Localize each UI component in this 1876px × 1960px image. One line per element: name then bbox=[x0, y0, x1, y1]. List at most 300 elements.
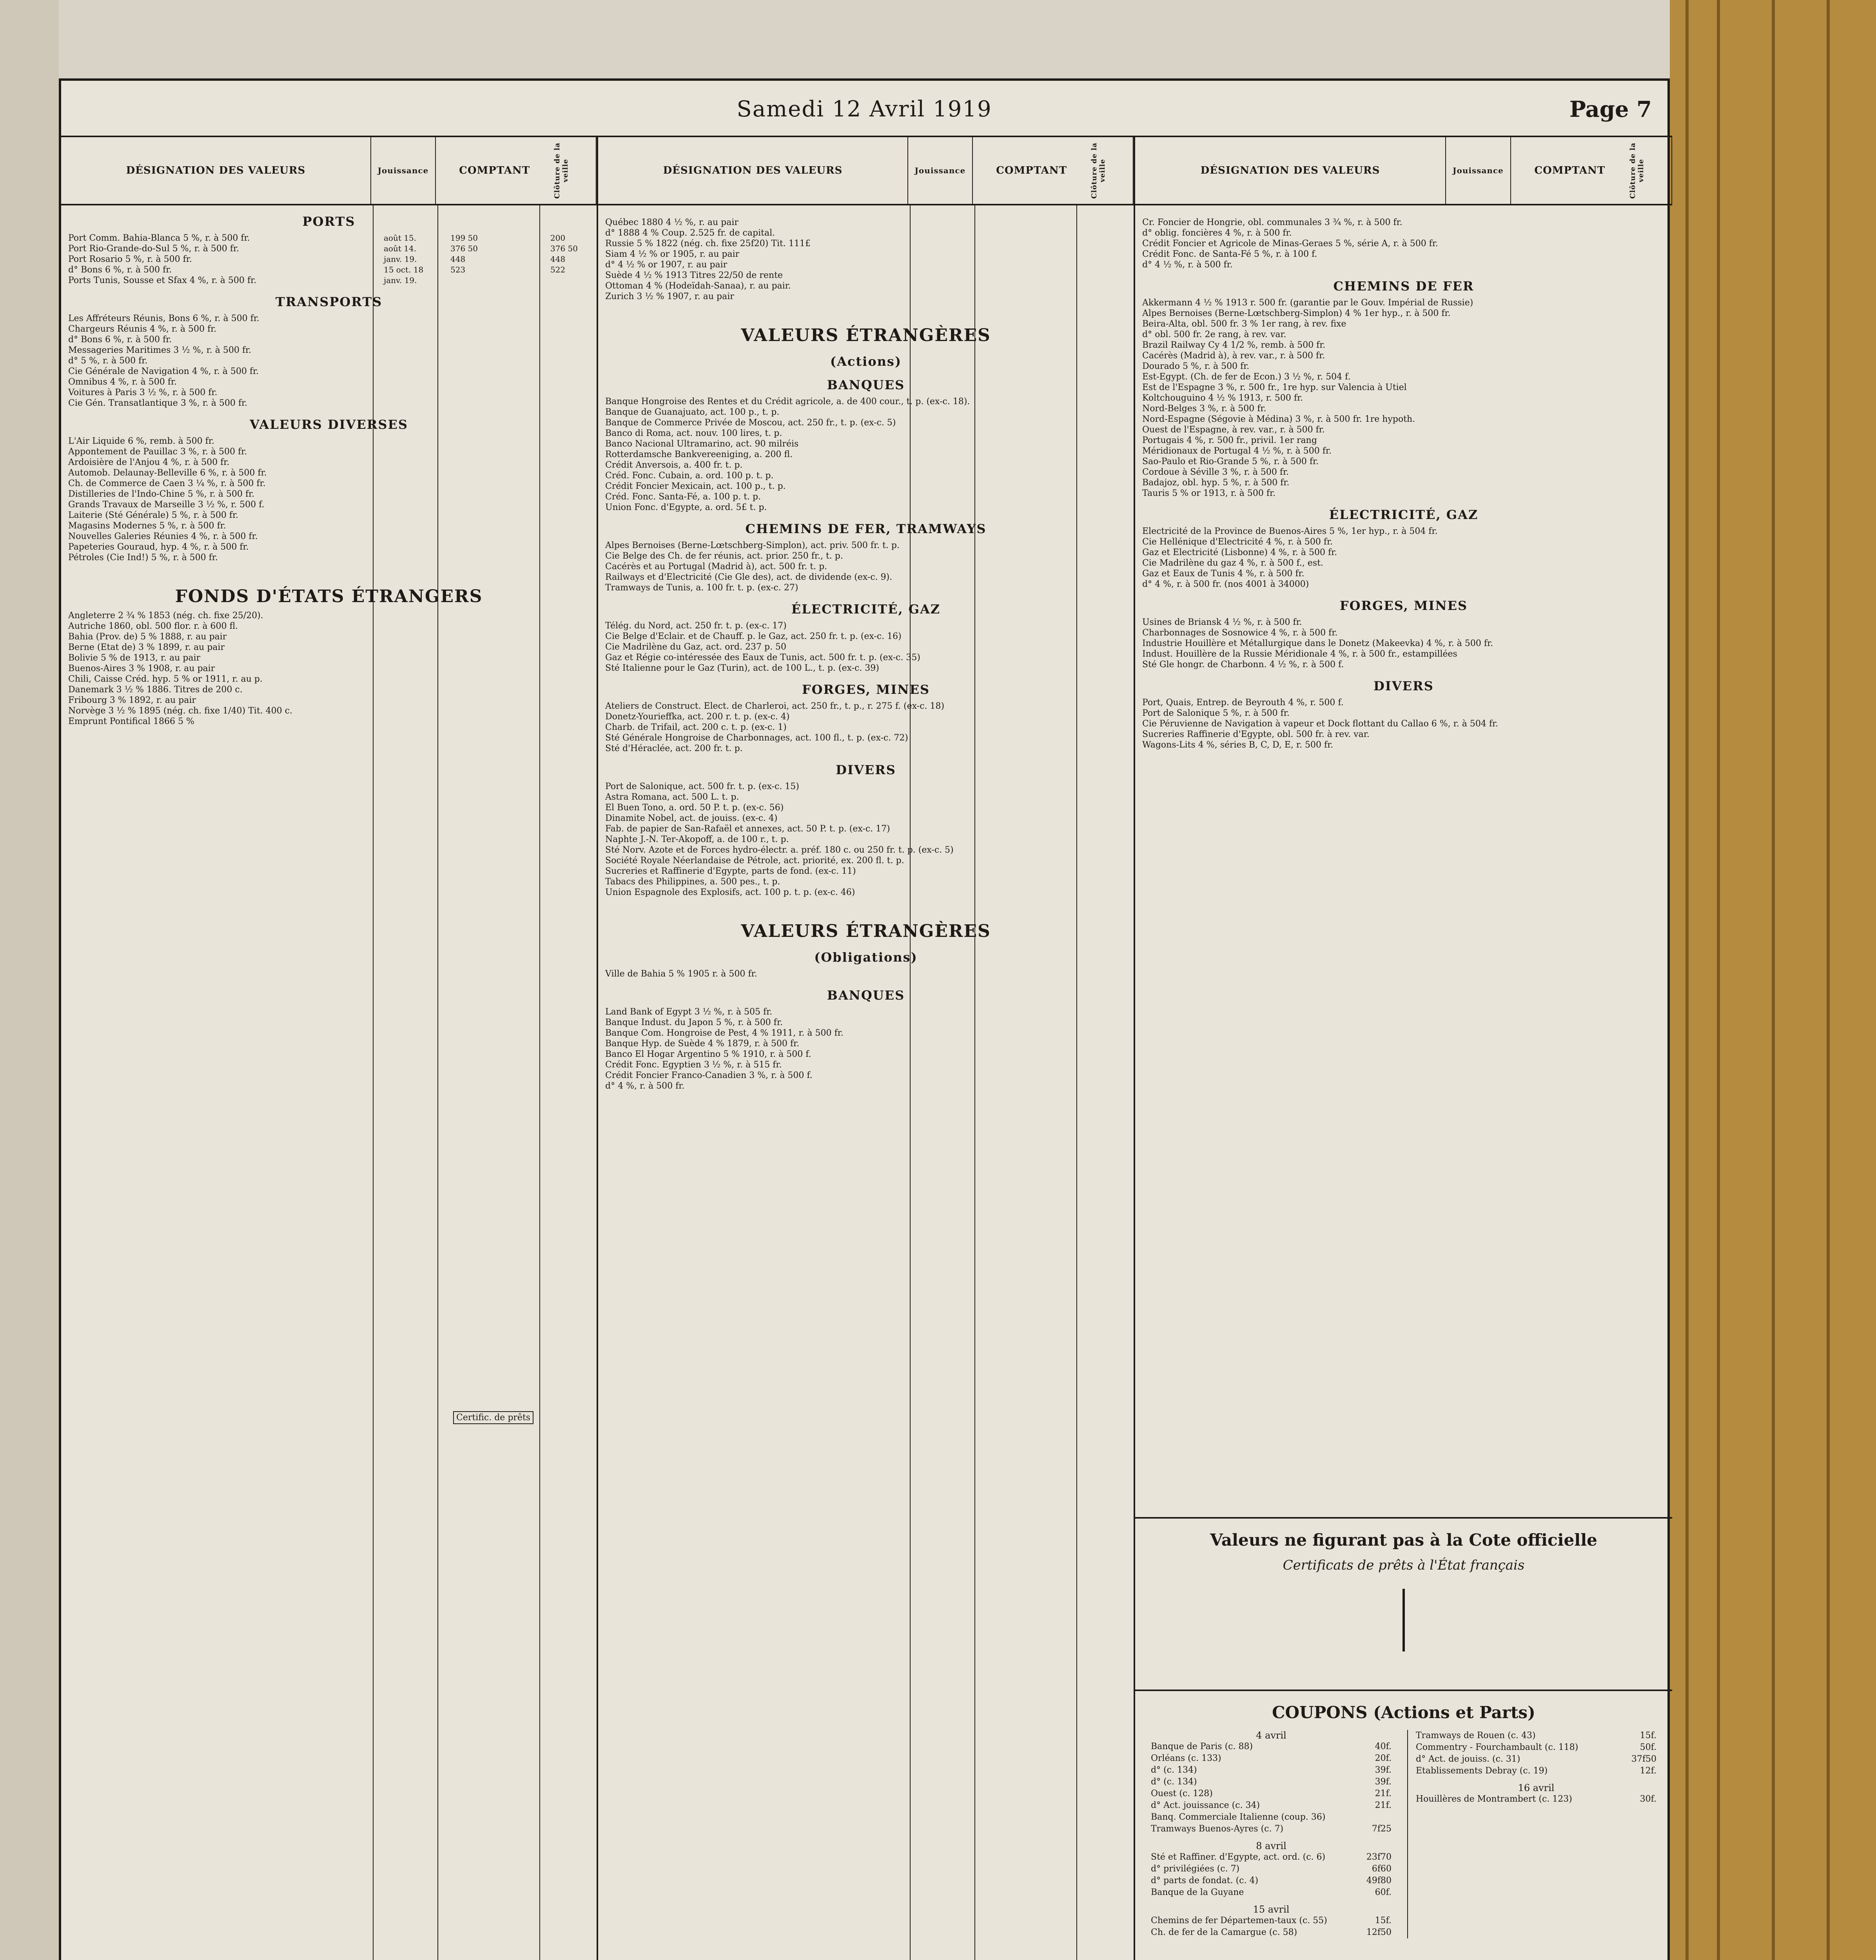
section-title: FORGES, MINES bbox=[802, 682, 930, 697]
section-title: VALEURS ÉTRANGÈRES bbox=[741, 921, 991, 941]
listing-row bbox=[68, 233, 590, 243]
listing-name: d° 4 %, r. à 500 fr. (nos 4001 à 34000) bbox=[1142, 579, 1309, 589]
section-title: FORGES, MINES bbox=[1339, 598, 1468, 613]
listing-name: Danemark 3 ½ % 1886. Titres de 200 c. bbox=[68, 685, 243, 695]
listing-row bbox=[1142, 526, 1665, 537]
listing-row bbox=[605, 834, 1127, 845]
listing-row bbox=[68, 632, 590, 642]
listing-name: Banque Com. Hongroise de Pest, 4 % 1911, r. à 500 fr. bbox=[605, 1028, 844, 1038]
pair-row bbox=[1151, 1800, 1392, 1811]
listing-name: Appontement de Pauillac 3 %, r. à 500 fr. bbox=[68, 447, 247, 457]
listing-name: d° obl. 500 fr. 2e rang, à rev. var. bbox=[1142, 330, 1286, 339]
section-title: BANQUES bbox=[827, 377, 905, 392]
listing-row bbox=[605, 743, 1127, 754]
listing-row bbox=[605, 1038, 1127, 1049]
pair-label: d° parts de fondat. (c. 4) bbox=[1151, 1876, 1259, 1886]
listing-row bbox=[1142, 467, 1665, 477]
section-title: BANQUES bbox=[827, 988, 905, 1003]
column-2 bbox=[598, 136, 1135, 1960]
section-subtitle: (Obligations) bbox=[814, 950, 918, 965]
listing-name: Pétroles (Cie Ind!) 5 %, r. à 500 fr. bbox=[68, 553, 218, 563]
pair-value: 40f. bbox=[1375, 1742, 1392, 1751]
listing-name: Nord-Belges 3 %, r. à 500 fr. bbox=[1142, 404, 1266, 414]
listing-row bbox=[1142, 628, 1665, 638]
jouissance-value: janv. 19. bbox=[384, 276, 417, 285]
column-body bbox=[598, 205, 1134, 1960]
listing-name: d° oblig. foncières 4 %, r. à 500 fr. bbox=[1142, 228, 1292, 238]
coupon-list bbox=[1151, 1741, 1392, 1835]
pair-value: 6f60 bbox=[1372, 1864, 1392, 1874]
listing-group bbox=[68, 233, 590, 286]
listing-name: Banco El Hogar Argentino 5 % 1910, r. à 500 f. bbox=[605, 1049, 811, 1059]
listing-row bbox=[1142, 414, 1665, 425]
listing-group bbox=[1142, 217, 1665, 270]
certific-stamp: Certific. de prêts bbox=[453, 1411, 533, 1424]
cloture-header: Clôture de la veille bbox=[1629, 137, 1672, 204]
section-title: PORTS bbox=[302, 214, 356, 229]
listing-row bbox=[1142, 740, 1665, 750]
listing-row bbox=[68, 446, 590, 457]
listing-name: Usines de Briansk 4 ½ %, r. à 500 fr. bbox=[1142, 617, 1302, 627]
pair-row bbox=[1151, 1915, 1392, 1927]
listing-name: Ateliers de Construct. Elect. de Charleroi, act. 250 fr., t. p., r. 275 f. (ex-c. 18) bbox=[605, 701, 945, 711]
listing-row bbox=[68, 324, 590, 334]
listing-name: Railways et d'Electricité (Cie Gle des), act. de dividende (ex-c. 9). bbox=[605, 572, 893, 582]
page-header bbox=[61, 81, 1667, 136]
cloture-value: 522 bbox=[550, 265, 566, 274]
listing-row bbox=[605, 701, 1127, 711]
listing-group bbox=[605, 701, 1127, 754]
pair-label: Tramways Buenos-Ayres (c. 7) bbox=[1151, 1824, 1284, 1834]
listing-name: Alpes Bernoises (Berne-Lœtschberg-Simplon) 4 % 1er hyp., r. à 500 fr. bbox=[1142, 309, 1451, 318]
listing-name: Russie 5 % 1822 (nég. ch. fixe 25f20) Tit. 111£ bbox=[605, 239, 811, 249]
listing-row bbox=[605, 1070, 1127, 1081]
listing-row bbox=[605, 845, 1127, 855]
listing-row bbox=[1142, 649, 1665, 659]
listing-row bbox=[68, 366, 590, 377]
pair-label: Orléans (c. 133) bbox=[1151, 1753, 1221, 1763]
listing-row bbox=[1142, 308, 1665, 319]
listing-row bbox=[68, 345, 590, 356]
pair-label: Etablissements Debray (c. 19) bbox=[1416, 1766, 1548, 1776]
cloture-header: Clôture de la veille bbox=[553, 137, 597, 204]
listing-row bbox=[68, 499, 590, 510]
listing-row bbox=[605, 1007, 1127, 1017]
cloture-header: Clôture de la veille bbox=[1090, 137, 1134, 204]
cloture-value: 448 bbox=[550, 254, 566, 264]
listing-name: Alpes Bernoises (Berne-Lœtschberg-Simplon), act. priv. 500 fr. t. p. bbox=[605, 541, 900, 550]
listing-row bbox=[68, 398, 590, 408]
listing-name: L'Air Liquide 6 %, remb. à 500 fr. bbox=[68, 436, 214, 446]
listing-name: Industrie Houillère et Métallurgique dans le Donetz (Makeevka) 4 %, r. à 500 fr. bbox=[1142, 639, 1493, 648]
listing-row bbox=[68, 542, 590, 552]
listing-name: Dourado 5 %, r. à 500 fr. bbox=[1142, 361, 1250, 371]
listing-name: Crédit Foncier et Agricole de Minas-Geraes 5 %, série A, r. à 500 fr. bbox=[1142, 239, 1438, 249]
listing-row bbox=[1142, 617, 1665, 628]
listing-name: Beira-Alta, obl. 500 fr. 3 % 1er rang, à rev. fixe bbox=[1142, 319, 1346, 329]
listing-row bbox=[68, 684, 590, 695]
listing-name: Les Affréteurs Réunis, Bons 6 %, r. à 500 fr. bbox=[68, 314, 259, 323]
pair-value: 12f50 bbox=[1366, 1927, 1392, 1937]
column-body bbox=[1135, 205, 1672, 1507]
listing-group bbox=[605, 621, 1127, 673]
listing-row bbox=[605, 492, 1127, 502]
listing-name: Ports Tunis, Sousse et Sfax 4 %, r. à 500 fr. bbox=[68, 276, 257, 285]
jouissance-header: Jouissance bbox=[370, 137, 436, 204]
listing-row bbox=[605, 642, 1127, 652]
comptant-value: 448 bbox=[450, 254, 466, 264]
jouissance-value: août 15. bbox=[384, 233, 417, 243]
listing-row bbox=[68, 716, 590, 727]
section-title: CHEMINS DE FER, TRAMWAYS bbox=[745, 521, 987, 536]
pair-label: Ch. de fer de la Camargue (c. 58) bbox=[1151, 1927, 1297, 1937]
listing-name: Distilleries de l'Indo-Chine 5 %, r. à 500 fr. bbox=[68, 489, 255, 499]
listing-row bbox=[605, 428, 1127, 439]
pair-row bbox=[1151, 1764, 1392, 1776]
listing-name: d° 4 %, r. à 500 fr. bbox=[605, 1081, 685, 1091]
listing-name: Tramways de Tunis, a. 100 fr. t. p. (ex-c. 27) bbox=[605, 583, 798, 593]
listing-row bbox=[68, 243, 590, 254]
listing-row bbox=[1142, 558, 1665, 568]
listing-name: Sté Gle hongr. de Charbonn. 4 ½ %, r. à 500 f. bbox=[1142, 660, 1344, 670]
listing-name: Donetz-Yourieffka, act. 200 r. t. p. (ex-c. 4) bbox=[605, 712, 790, 722]
listing-name: Koltchouguino 4 ½ % 1913, r. 500 fr. bbox=[1142, 393, 1303, 403]
listing-row bbox=[605, 572, 1127, 583]
pair-value: 15f. bbox=[1375, 1916, 1392, 1926]
listing-row bbox=[605, 417, 1127, 428]
coupon-date: 16 avril bbox=[1518, 1782, 1555, 1793]
section-title: ÉLECTRICITÉ, GAZ bbox=[1329, 507, 1479, 522]
listing-name: Ch. de Commerce de Caen 3 ¼ %, r. à 500 fr. bbox=[68, 479, 266, 488]
pair-value: 15f. bbox=[1640, 1731, 1656, 1740]
listing-name: Nouvelles Galeries Réunies 4 %, r. à 500 fr. bbox=[68, 532, 258, 541]
pair-row bbox=[1151, 1823, 1392, 1835]
listing-name: Créd. Fonc. Cubain, a. ord. 100 p. t. p. bbox=[605, 471, 774, 481]
listing-group bbox=[68, 436, 590, 563]
listing-row bbox=[1142, 350, 1665, 361]
comptant-header: COMPTANT bbox=[1534, 165, 1606, 176]
listing-row bbox=[605, 1028, 1127, 1038]
listing-row bbox=[605, 481, 1127, 492]
listing-name: Port Rosario 5 %, r. à 500 fr. bbox=[68, 254, 192, 264]
listing-name: Québec 1880 4 ½ %, r. au pair bbox=[605, 218, 738, 227]
designation-header: DÉSIGNATION DES VALEURS bbox=[663, 165, 843, 176]
comptant-value: 523 bbox=[450, 265, 466, 274]
listing-name: Port Rio-Grande-do-Sul 5 %, r. à 500 fr. bbox=[68, 244, 239, 254]
listing-row bbox=[605, 460, 1127, 470]
listing-name: Cie Générale de Navigation 4 %, r. à 500 fr. bbox=[68, 367, 259, 376]
listing-row bbox=[68, 531, 590, 542]
blank-entry-bar bbox=[1402, 1589, 1405, 1651]
listing-group bbox=[68, 313, 590, 408]
listing-name: Dinamite Nobel, act. de jouiss. (ex-c. 4) bbox=[605, 813, 778, 823]
listing-name: Nord-Espagne (Ségovie à Médina) 3 %, r. à 500 fr. 1re hypoth. bbox=[1142, 414, 1415, 424]
listing-row bbox=[1142, 228, 1665, 238]
listing-row bbox=[1142, 579, 1665, 590]
listing-group bbox=[1142, 697, 1665, 750]
listing-row bbox=[605, 1017, 1127, 1028]
listing-row bbox=[68, 695, 590, 706]
section-title: ÉLECTRICITÉ, GAZ bbox=[791, 602, 941, 617]
listing-name: Land Bank of Egypt 3 ½ %, r. à 505 fr. bbox=[605, 1007, 773, 1017]
listing-group bbox=[1142, 298, 1665, 499]
listing-name: Est-Egypt. (Ch. de fer de Econ.) 3 ½ %, r. 504 f. bbox=[1142, 372, 1351, 382]
listing-row bbox=[68, 663, 590, 674]
listing-name: Magasins Modernes 5 %, r. à 500 fr. bbox=[68, 521, 226, 531]
listing-name: Sté Italienne pour le Gaz (Turin), act. de 100 L., t. p. (ex-c. 39) bbox=[605, 663, 879, 673]
listing-name: Astra Romana, act. 500 L. t. p. bbox=[605, 792, 739, 802]
listing-row bbox=[68, 436, 590, 446]
listing-name: Créd. Fonc. Santa-Fé, a. 100 p. t. p. bbox=[605, 492, 761, 502]
listing-name: Cie Madrilène du Gaz, act. ord. 237 p. 50 bbox=[605, 642, 787, 652]
listing-row bbox=[605, 540, 1127, 551]
listing-row bbox=[1142, 568, 1665, 579]
pair-label: Banque de la Guyane bbox=[1151, 1887, 1244, 1897]
listing-row bbox=[605, 449, 1127, 460]
listing-name: d° Bons 6 %, r. à 500 fr. bbox=[68, 265, 172, 275]
listing-row bbox=[68, 254, 590, 265]
listing-row bbox=[68, 653, 590, 663]
pair-value: 50f. bbox=[1640, 1742, 1656, 1752]
comptant-value: 199 50 bbox=[450, 233, 478, 243]
listing-group bbox=[1142, 526, 1665, 590]
listing-name: Banco di Roma, act. nouv. 100 lires, t. p. bbox=[605, 428, 782, 438]
listing-name: Sté d'Héraclée, act. 200 fr. t. p. bbox=[605, 744, 743, 753]
unofficial-title: Valeurs ne figurant pas à la Cote officielle bbox=[1210, 1530, 1597, 1550]
listing-row bbox=[68, 334, 590, 345]
listing-row bbox=[605, 561, 1127, 572]
listing-row bbox=[605, 802, 1127, 813]
listing-row bbox=[605, 1081, 1127, 1091]
coupon-date: 4 avril bbox=[1256, 1730, 1286, 1741]
listing-name: Chargeurs Réunis 4 %, r. à 500 fr. bbox=[68, 324, 217, 334]
pair-row bbox=[1151, 1753, 1392, 1764]
listing-name: Brazil Railway Cy 4 1/2 %, remb. à 500 fr. bbox=[1142, 340, 1326, 350]
listing-name: Chili, Caisse Créd. hyp. 5 % or 1911, r. au p. bbox=[68, 674, 263, 684]
listing-name: Cie Hellénique d'Electricité 4 %, r. à 500 fr. bbox=[1142, 537, 1333, 547]
listing-row bbox=[1142, 425, 1665, 435]
listing-name: Port de Salonique, act. 500 fr. t. p. (ex-c. 15) bbox=[605, 782, 799, 791]
coupon-list bbox=[1416, 1730, 1656, 1777]
listing-row bbox=[1142, 340, 1665, 350]
coupons-title: COUPONS (Actions et Parts) bbox=[1272, 1703, 1535, 1722]
listing-row bbox=[605, 781, 1127, 792]
listing-row bbox=[1142, 329, 1665, 340]
listing-row bbox=[605, 621, 1127, 631]
listing-name: Cie Belge des Ch. de fer réunis, act. prior. 250 fr., t. p. bbox=[605, 551, 843, 561]
listing-name: Gaz et Electricité (Lisbonne) 4 %, r. à 500 fr. bbox=[1142, 548, 1337, 557]
listing-row bbox=[605, 877, 1127, 887]
listing-group bbox=[68, 610, 590, 727]
pair-row bbox=[1151, 1927, 1392, 1938]
listing-row bbox=[605, 855, 1127, 866]
pair-value: 30f. bbox=[1640, 1794, 1656, 1804]
listing-name: Est de l'Espagne 3 %, r. 500 fr., 1re hyp. sur Valencia à Utiel bbox=[1142, 383, 1407, 392]
listing-name: Crédit Foncier Mexicain, act. 100 p., t. p. bbox=[605, 481, 786, 491]
pair-label: Commentry - Fourchambault (c. 118) bbox=[1416, 1742, 1578, 1752]
listing-name: Cie Gén. Transatlantique 3 %, r. à 500 fr. bbox=[68, 398, 248, 408]
unofficial-subtitle: Certificats de prêts à l'État français bbox=[1283, 1557, 1525, 1573]
pair-row bbox=[1151, 1741, 1392, 1753]
coupon-list bbox=[1151, 1851, 1392, 1898]
listing-name: Crédit Anversois, a. 400 fr. t. p. bbox=[605, 460, 743, 470]
designation-header: DÉSIGNATION DES VALEURS bbox=[126, 165, 306, 176]
listing-name: Sao-Paulo et Rio-Grande 5 %, r. à 500 fr. bbox=[1142, 457, 1319, 466]
listing-name: Sté Générale Hongroise de Charbonnages, act. 100 fl., t. p. (ex-c. 72) bbox=[605, 733, 908, 743]
unofficial-box bbox=[1135, 1517, 1672, 1715]
designation-header: DÉSIGNATION DES VALEURS bbox=[1200, 165, 1380, 176]
listing-row bbox=[68, 552, 590, 563]
listing-row bbox=[605, 260, 1127, 270]
jouissance-header: Jouissance bbox=[907, 137, 973, 204]
jouissance-value: janv. 19. bbox=[384, 254, 417, 264]
listing-name: Naphte J.-N. Ter-Akopoff, a. de 100 r., t. p. bbox=[605, 835, 789, 844]
pair-row bbox=[1416, 1753, 1656, 1765]
listing-name: Société Royale Néerlandaise de Pétrole, act. priorité, ex. 200 fl. t. p. bbox=[605, 856, 904, 866]
listing-name: Crédit Fonc. Egyptien 3 ½ %, r. à 515 fr. bbox=[605, 1060, 782, 1070]
listing-name: Crédit Foncier Franco-Canadien 3 %, r. à 500 f. bbox=[605, 1071, 813, 1080]
listing-name: Port Comm. Bahia-Blanca 5 %, r. à 500 fr. bbox=[68, 233, 250, 243]
listing-row bbox=[1142, 638, 1665, 649]
page-date: Samedi 12 Avril 1919 bbox=[737, 96, 992, 122]
listing-name: Cie Belge d'Eclair. et de Chauff. p. le Gaz, act. 250 fr. t. p. (ex-c. 16) bbox=[605, 632, 902, 641]
listing-name: Gaz et Eaux de Tunis 4 %, r. à 500 fr. bbox=[1142, 569, 1304, 579]
listing-name: Banque Indust. du Japon 5 %, r. à 500 fr. bbox=[605, 1018, 783, 1027]
listing-name: Télég. du Nord, act. 250 fr. t. p. (ex-c. 17) bbox=[605, 621, 787, 631]
listing-name: Norvège 3 ½ % 1895 (nég. ch. fixe 1/40) Tit. 400 c. bbox=[68, 706, 292, 716]
pair-row bbox=[1416, 1742, 1656, 1753]
listing-row bbox=[68, 642, 590, 653]
pair-label: Houillères de Montrambert (c. 123) bbox=[1416, 1794, 1572, 1804]
listing-name: Cacérès et au Portugal (Madrid à), act. 500 fr. t. p. bbox=[605, 562, 827, 572]
listing-name: Sucreries et Raffinerie d'Egypte, parts de fond. (ex-c. 11) bbox=[605, 866, 856, 876]
coupon-list bbox=[1416, 1793, 1656, 1805]
listing-name: Grands Travaux de Marseille 3 ½ %, r. 500 f. bbox=[68, 500, 265, 510]
pair-label: d° (c. 134) bbox=[1151, 1777, 1197, 1787]
comptant-value: 376 50 bbox=[450, 244, 478, 253]
listing-group bbox=[605, 781, 1127, 898]
listing-row bbox=[1142, 249, 1665, 260]
pair-row bbox=[1416, 1765, 1656, 1777]
column-3 bbox=[1135, 136, 1672, 1960]
listing-row bbox=[605, 228, 1127, 238]
listing-row bbox=[1142, 719, 1665, 729]
column-header bbox=[1135, 137, 1672, 205]
listing-row bbox=[68, 478, 590, 489]
listing-row bbox=[605, 551, 1127, 561]
listing-name: Siam 4 ½ % or 1905, r. au pair bbox=[605, 249, 740, 259]
listing-name: Badajoz, obl. hyp. 5 %, r. à 500 fr. bbox=[1142, 478, 1290, 488]
section-title: VALEURS ÉTRANGÈRES bbox=[741, 325, 991, 345]
listing-name: Cr. Foncier de Hongrie, obl. communales 3 ¾ %, r. à 500 fr. bbox=[1142, 218, 1402, 227]
listing-name: Berne (Etat de) 3 % 1899, r. au pair bbox=[68, 642, 225, 652]
listing-name: Gaz et Régie co-intéressée des Eaux de Tunis, act. 500 fr. t. p. (ex-c. 35) bbox=[605, 653, 920, 662]
listing-row bbox=[605, 270, 1127, 281]
listing-row bbox=[68, 674, 590, 684]
listing-group bbox=[605, 540, 1127, 593]
section-title: FONDS D'ÉTATS ÉTRANGERS bbox=[175, 586, 483, 606]
listing-name: Cacérès (Madrid à), à rev. var., r. à 500 fr. bbox=[1142, 351, 1325, 361]
pair-row bbox=[1151, 1776, 1392, 1788]
listing-name: Angleterre 2 ¾ % 1853 (nég. ch. fixe 25/20). bbox=[68, 611, 263, 621]
listing-row bbox=[1142, 319, 1665, 329]
pair-value: 37f50 bbox=[1631, 1754, 1656, 1764]
listing-name: Omnibus 4 %, r. à 500 fr. bbox=[68, 377, 177, 387]
pair-label: Ouest (c. 128) bbox=[1151, 1789, 1213, 1798]
pair-value: 49f80 bbox=[1366, 1876, 1392, 1886]
jouissance-header: Jouissance bbox=[1445, 137, 1511, 204]
listing-name: Union Fonc. d'Egypte, a. ord. 5£ t. p. bbox=[605, 503, 767, 512]
listing-row bbox=[1142, 298, 1665, 308]
listing-row bbox=[1142, 238, 1665, 249]
listing-row bbox=[605, 824, 1127, 834]
listing-row bbox=[1142, 372, 1665, 382]
listing-row bbox=[1142, 393, 1665, 403]
listing-name: d° 1888 4 % Coup. 2.525 fr. de capital. bbox=[605, 228, 775, 238]
listing-row bbox=[605, 663, 1127, 673]
listing-name: Cie Péruvienne de Navigation à vapeur et Dock flottant du Callao 6 %, r. à 504 fr. bbox=[1142, 719, 1499, 729]
pair-label: Banq. Commerciale Italienne (coup. 36) bbox=[1151, 1812, 1326, 1822]
section-title: DIVERS bbox=[836, 762, 896, 777]
column-1 bbox=[61, 136, 598, 1960]
listing-row bbox=[605, 722, 1127, 733]
pair-value: 23f70 bbox=[1366, 1852, 1392, 1862]
listing-row bbox=[605, 969, 1127, 979]
listing-row bbox=[605, 631, 1127, 642]
listing-row bbox=[605, 711, 1127, 722]
listing-row bbox=[605, 733, 1127, 743]
pair-value: 39f. bbox=[1375, 1777, 1392, 1787]
listing-group bbox=[605, 969, 1127, 979]
coupons-box bbox=[1135, 1690, 1672, 1960]
comptant-header: COMPTANT bbox=[459, 165, 530, 176]
pair-label: Sté et Raffiner. d'Egypte, act. ord. (c. 6) bbox=[1151, 1852, 1326, 1862]
listing-name: Voitures à Paris 3 ½ %, r. à 500 fr. bbox=[68, 388, 218, 397]
listing-row bbox=[1142, 217, 1665, 228]
listing-name: Autriche 1860, obl. 500 flor. r. à 600 fl. bbox=[68, 621, 238, 631]
listing-row bbox=[1142, 697, 1665, 708]
listing-row bbox=[605, 792, 1127, 802]
pair-row bbox=[1151, 1863, 1392, 1875]
listing-name: Méridionaux de Portugal 4 ½ %, r. à 500 fr. bbox=[1142, 446, 1332, 456]
listing-name: Ville de Bahia 5 % 1905 r. à 500 fr. bbox=[605, 969, 757, 979]
listing-row bbox=[605, 652, 1127, 663]
listing-row bbox=[68, 621, 590, 632]
listing-row bbox=[68, 510, 590, 521]
pair-row bbox=[1416, 1793, 1656, 1805]
right-binding-edge bbox=[1670, 0, 1876, 1960]
listing-row bbox=[68, 610, 590, 621]
listing-row bbox=[1142, 477, 1665, 488]
listing-name: Emprunt Pontifical 1866 5 % bbox=[68, 717, 194, 726]
left-page-edge bbox=[0, 0, 59, 1960]
listing-row bbox=[605, 1049, 1127, 1060]
listing-name: Laiterie (Sté Générale) 5 %, r. à 500 fr. bbox=[68, 510, 239, 520]
column-body bbox=[61, 205, 597, 1960]
jouissance-value: 15 oct. 18 bbox=[384, 265, 424, 274]
coupon-date: 15 avril bbox=[1253, 1904, 1290, 1915]
listing-name: d° 5 %, r. à 500 fr. bbox=[68, 356, 148, 366]
comptant-header: COMPTANT bbox=[996, 165, 1067, 176]
listing-name: Automob. Delaunay-Belleville 6 %, r. à 500 fr. bbox=[68, 468, 267, 478]
listing-name: Bahia (Prov. de) 5 % 1888, r. au pair bbox=[68, 632, 227, 642]
listing-row bbox=[1142, 708, 1665, 719]
pair-value: 20f. bbox=[1375, 1753, 1392, 1763]
listing-row bbox=[605, 396, 1127, 407]
listing-name: Cordoue à Séville 3 %, r. à 500 fr. bbox=[1142, 467, 1289, 477]
listing-name: Charbonnages de Sosnowice 4 %, r. à 500 fr. bbox=[1142, 628, 1338, 638]
listing-row bbox=[68, 706, 590, 716]
